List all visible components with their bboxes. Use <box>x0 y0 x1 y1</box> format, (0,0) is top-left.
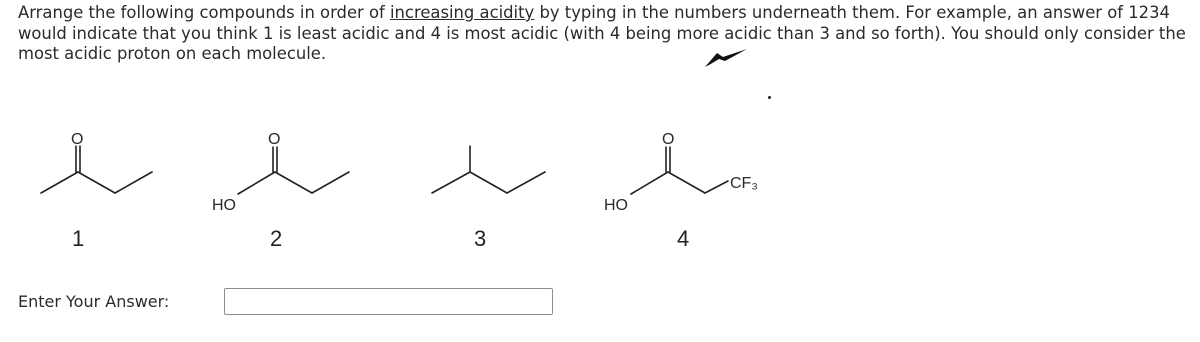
molecule-4-cf3: CF₃ <box>730 175 758 192</box>
molecule-4-oxygen: O <box>662 131 675 148</box>
molecule-4-structure <box>631 147 728 194</box>
molecule-3-structure <box>432 146 545 193</box>
question-text <box>18 3 1188 65</box>
molecule-1-number: 1 <box>72 226 85 251</box>
molecule-4-number: 4 <box>677 226 690 251</box>
answer-label: Enter Your Answer: <box>18 292 170 311</box>
question-part-2: by typing in the numbers underneath them. For example, an answer of 1234 would indicate that you think 1 is least acidic and 4 is most acidic (with 4 being more acidic than 3 and so forth). You should only consider the most acidic proton on each molecule. <box>18 3 1186 63</box>
question-emphasis: increasing acidity <box>389 3 535 22</box>
molecule-2-oxygen: O <box>268 131 281 148</box>
molecules-diagram <box>0 110 800 220</box>
molecule-2-structure <box>238 147 349 194</box>
molecule-2-number: 2 <box>270 226 283 251</box>
molecule-1-structure <box>41 146 152 193</box>
molecule-1-oxygen: O <box>71 131 84 148</box>
molecule-3-number: 3 <box>474 226 487 251</box>
question-part-1: Arrange the following compounds in order of <box>18 3 390 22</box>
molecule-2-hydroxyl: HO <box>212 197 236 214</box>
stray-dot <box>768 96 771 99</box>
answer-input[interactable] <box>224 288 553 315</box>
molecule-4-hydroxyl: HO <box>604 197 628 214</box>
pen-cursor-icon <box>703 47 749 69</box>
